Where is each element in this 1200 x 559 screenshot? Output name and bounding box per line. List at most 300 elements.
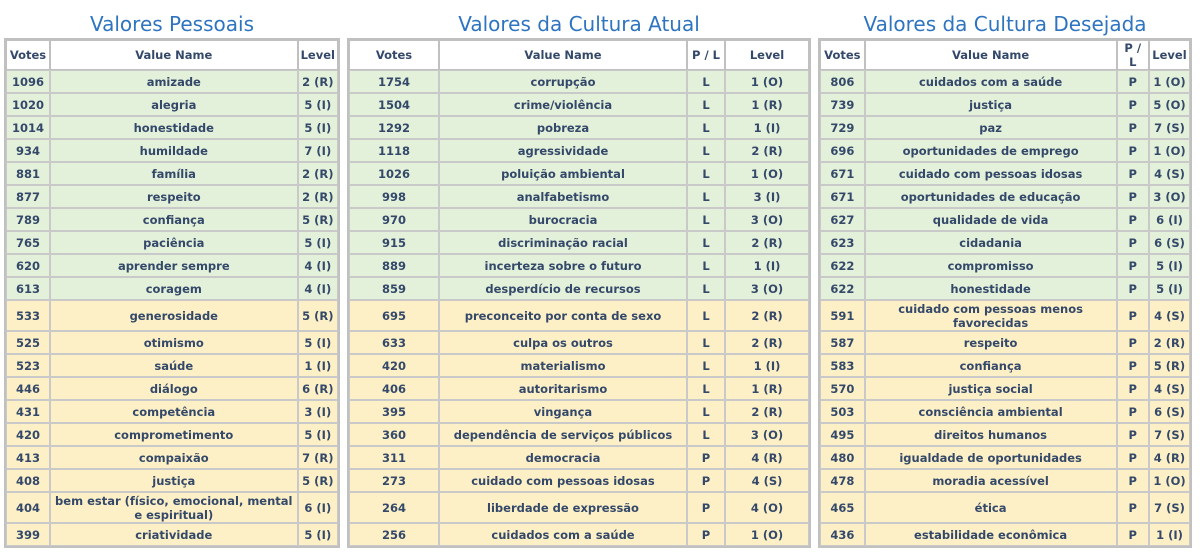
cell-value-name: crime/violência <box>439 93 687 116</box>
cell-level: 3 (O) <box>1149 185 1190 208</box>
cell-level: 3 (O) <box>725 423 809 446</box>
table-row <box>349 400 809 423</box>
cell-value-name: burocracia <box>439 208 687 231</box>
table-row <box>6 162 338 185</box>
table-row <box>349 492 809 523</box>
header-pl: P / L <box>687 40 725 70</box>
cell-value-name: oportunidades de educação <box>865 185 1117 208</box>
table-row <box>820 300 1190 331</box>
cell-votes: 889 <box>349 254 439 277</box>
cell-value-name: moradia acessível <box>865 469 1117 492</box>
cell-pl: P <box>687 469 725 492</box>
cell-pl: L <box>687 116 725 139</box>
cell-level: 5 (R) <box>298 208 338 231</box>
cell-level: 2 (R) <box>1149 331 1190 354</box>
table-row <box>6 377 338 400</box>
table-row <box>6 139 338 162</box>
cell-level: 1 (I) <box>725 254 809 277</box>
cell-value-name: corrupção <box>439 70 687 93</box>
cell-level: 1 (I) <box>725 354 809 377</box>
table-row <box>820 400 1190 423</box>
cell-votes: 739 <box>820 93 865 116</box>
cell-votes: 789 <box>6 208 50 231</box>
cell-votes: 1118 <box>349 139 439 162</box>
table-row <box>820 354 1190 377</box>
cell-votes: 877 <box>6 185 50 208</box>
cell-level: 6 (S) <box>1149 400 1190 423</box>
cell-value-name: cuidados com a saúde <box>439 523 687 546</box>
cell-pl: L <box>687 162 725 185</box>
table-row <box>6 231 338 254</box>
cell-votes: 671 <box>820 185 865 208</box>
cell-pl: P <box>1117 377 1149 400</box>
cell-pl: P <box>1117 139 1149 162</box>
table-row <box>6 446 338 469</box>
panel-current-culture <box>347 0 811 548</box>
table-row <box>6 469 338 492</box>
cell-value-name: justiça <box>50 469 298 492</box>
cell-value-name: cuidado com pessoas idosas <box>865 162 1117 185</box>
cell-level: 2 (R) <box>725 139 809 162</box>
cell-value-name: paz <box>865 116 1117 139</box>
cell-level: 4 (S) <box>1149 300 1190 331</box>
cell-votes: 360 <box>349 423 439 446</box>
cell-votes: 765 <box>6 231 50 254</box>
cell-votes: 478 <box>820 469 865 492</box>
cell-pl: L <box>687 185 725 208</box>
table-row <box>349 70 809 93</box>
cell-value-name: paciência <box>50 231 298 254</box>
values-table <box>818 38 1192 548</box>
cell-pl: L <box>687 377 725 400</box>
cell-pl: P <box>1117 469 1149 492</box>
cell-value-name: consciência ambiental <box>865 400 1117 423</box>
cell-votes: 915 <box>349 231 439 254</box>
cell-level: 7 (S) <box>1149 116 1190 139</box>
cell-pl: P <box>1117 331 1149 354</box>
cell-votes: 256 <box>349 523 439 546</box>
cell-value-name: respeito <box>50 185 298 208</box>
cell-value-name: igualdade de oportunidades <box>865 446 1117 469</box>
cell-level: 5 (I) <box>1149 277 1190 300</box>
cell-level: 2 (R) <box>725 231 809 254</box>
cell-pl: P <box>1117 300 1149 331</box>
cell-pl: L <box>687 331 725 354</box>
panel-personal-values <box>4 0 340 548</box>
header-value-name: Value Name <box>50 40 298 70</box>
cell-votes: 311 <box>349 446 439 469</box>
cell-value-name: confiança <box>50 208 298 231</box>
cell-level: 1 (R) <box>725 377 809 400</box>
header-level: Level <box>1149 40 1190 70</box>
cell-level: 4 (S) <box>725 469 809 492</box>
cell-level: 2 (R) <box>725 300 809 331</box>
cell-level: 5 (I) <box>298 523 338 546</box>
cell-level: 7 (S) <box>1149 423 1190 446</box>
cell-pl: L <box>687 231 725 254</box>
cell-votes: 729 <box>820 116 865 139</box>
header-value-name: Value Name <box>439 40 687 70</box>
cell-level: 2 (R) <box>298 162 338 185</box>
table-row <box>6 300 338 331</box>
cell-level: 1 (O) <box>725 70 809 93</box>
cell-value-name: estabilidade econômica <box>865 523 1117 546</box>
table-row <box>820 469 1190 492</box>
cell-pl: P <box>687 492 725 523</box>
table-row <box>6 523 338 546</box>
table-row <box>349 93 809 116</box>
cell-level: 4 (I) <box>298 254 338 277</box>
table-row <box>820 185 1190 208</box>
cell-votes: 583 <box>820 354 865 377</box>
cell-votes: 533 <box>6 300 50 331</box>
cell-level: 7 (R) <box>298 446 338 469</box>
table-row <box>820 277 1190 300</box>
cell-level: 4 (R) <box>725 446 809 469</box>
cell-votes: 620 <box>6 254 50 277</box>
cell-value-name: justiça <box>865 93 1117 116</box>
cell-value-name: justiça social <box>865 377 1117 400</box>
cell-value-name: oportunidades de emprego <box>865 139 1117 162</box>
cell-pl: P <box>687 523 725 546</box>
table-row <box>6 354 338 377</box>
cell-level: 5 (I) <box>298 423 338 446</box>
cell-level: 1 (R) <box>725 93 809 116</box>
cell-pl: L <box>687 300 725 331</box>
cell-value-name: comprometimento <box>50 423 298 446</box>
cell-level: 2 (R) <box>725 331 809 354</box>
table-row <box>349 300 809 331</box>
cell-value-name: dependência de serviços públicos <box>439 423 687 446</box>
cell-votes: 591 <box>820 300 865 331</box>
cell-level: 7 (I) <box>298 139 338 162</box>
cell-pl: P <box>1117 523 1149 546</box>
cell-value-name: aprender sempre <box>50 254 298 277</box>
header-votes: Votes <box>349 40 439 70</box>
cell-value-name: poluição ambiental <box>439 162 687 185</box>
cell-votes: 622 <box>820 277 865 300</box>
cell-value-name: compromisso <box>865 254 1117 277</box>
cell-pl: P <box>1117 277 1149 300</box>
cell-value-name: competência <box>50 400 298 423</box>
header-pl: P / L <box>1117 40 1149 70</box>
cell-value-name: liberdade de expressão <box>439 492 687 523</box>
table-row <box>820 423 1190 446</box>
table-row <box>820 231 1190 254</box>
panel-desired-culture <box>818 0 1192 548</box>
cell-votes: 408 <box>6 469 50 492</box>
cell-votes: 881 <box>6 162 50 185</box>
cell-value-name: vingança <box>439 400 687 423</box>
cell-votes: 623 <box>820 231 865 254</box>
table-row <box>6 185 338 208</box>
cell-votes: 264 <box>349 492 439 523</box>
table-row <box>6 208 338 231</box>
cell-level: 6 (S) <box>1149 231 1190 254</box>
cell-value-name: materialismo <box>439 354 687 377</box>
cell-pl: P <box>687 446 725 469</box>
cell-value-name: generosidade <box>50 300 298 331</box>
cell-votes: 413 <box>6 446 50 469</box>
cell-votes: 671 <box>820 162 865 185</box>
table-row <box>820 254 1190 277</box>
cell-level: 7 (S) <box>1149 492 1190 523</box>
cell-value-name: amizade <box>50 70 298 93</box>
cell-level: 4 (S) <box>1149 162 1190 185</box>
cell-votes: 404 <box>6 492 50 523</box>
cell-value-name: culpa os outros <box>439 331 687 354</box>
cell-value-name: criatividade <box>50 523 298 546</box>
cell-value-name: cuidado com pessoas menos favorecidas <box>865 300 1117 331</box>
cell-value-name: bem estar (físico, emocional, mental e espiritual) <box>50 492 298 523</box>
cell-level: 1 (O) <box>725 162 809 185</box>
cell-level: 3 (O) <box>725 208 809 231</box>
cell-votes: 859 <box>349 277 439 300</box>
cell-level: 2 (R) <box>298 70 338 93</box>
table-row <box>820 523 1190 546</box>
values-table <box>4 38 340 548</box>
cell-level: 5 (I) <box>298 93 338 116</box>
cell-pl: L <box>687 208 725 231</box>
cell-pl: P <box>1117 162 1149 185</box>
cell-value-name: democracia <box>439 446 687 469</box>
table-row <box>349 354 809 377</box>
cell-level: 5 (I) <box>298 331 338 354</box>
cell-level: 5 (O) <box>1149 93 1190 116</box>
cell-pl: P <box>1117 93 1149 116</box>
cell-votes: 622 <box>820 254 865 277</box>
cell-votes: 806 <box>820 70 865 93</box>
cell-votes: 406 <box>349 377 439 400</box>
panel-title: Valores da Cultura Desejada <box>863 12 1147 36</box>
cell-votes: 1504 <box>349 93 439 116</box>
table-row <box>349 469 809 492</box>
cell-votes: 627 <box>820 208 865 231</box>
cell-value-name: cidadania <box>865 231 1117 254</box>
cell-value-name: autoritarismo <box>439 377 687 400</box>
cell-value-name: humildade <box>50 139 298 162</box>
cell-value-name: direitos humanos <box>865 423 1117 446</box>
cell-votes: 273 <box>349 469 439 492</box>
cell-pl: P <box>1117 254 1149 277</box>
cell-value-name: saúde <box>50 354 298 377</box>
header-level: Level <box>725 40 809 70</box>
cell-value-name: alegria <box>50 93 298 116</box>
table-row <box>820 208 1190 231</box>
cell-pl: L <box>687 70 725 93</box>
cell-pl: L <box>687 93 725 116</box>
cell-value-name: coragem <box>50 277 298 300</box>
cell-votes: 998 <box>349 185 439 208</box>
cell-votes: 431 <box>6 400 50 423</box>
cell-pl: L <box>687 139 725 162</box>
cell-votes: 523 <box>6 354 50 377</box>
cell-value-name: incerteza sobre o futuro <box>439 254 687 277</box>
table-row <box>349 423 809 446</box>
cell-votes: 1026 <box>349 162 439 185</box>
cell-votes: 420 <box>6 423 50 446</box>
table-row <box>820 331 1190 354</box>
table-row <box>6 70 338 93</box>
table-row <box>820 446 1190 469</box>
table-row <box>349 277 809 300</box>
table-row <box>349 208 809 231</box>
table-row <box>6 331 338 354</box>
table-row <box>349 116 809 139</box>
cell-pl: L <box>687 400 725 423</box>
table-row <box>6 93 338 116</box>
cell-level: 1 (O) <box>1149 70 1190 93</box>
cell-votes: 399 <box>6 523 50 546</box>
cell-level: 4 (R) <box>1149 446 1190 469</box>
cell-pl: L <box>687 277 725 300</box>
cell-votes: 446 <box>6 377 50 400</box>
cell-level: 2 (R) <box>725 400 809 423</box>
cell-votes: 695 <box>349 300 439 331</box>
cell-value-name: família <box>50 162 298 185</box>
table-row <box>349 377 809 400</box>
cell-value-name: confiança <box>865 354 1117 377</box>
cell-votes: 495 <box>820 423 865 446</box>
cell-pl: P <box>1117 354 1149 377</box>
table-row <box>820 139 1190 162</box>
cell-votes: 436 <box>820 523 865 546</box>
table-row <box>349 331 809 354</box>
table-row <box>820 70 1190 93</box>
cell-level: 5 (I) <box>298 231 338 254</box>
header-level: Level <box>298 40 338 70</box>
cell-value-name: honestidade <box>50 116 298 139</box>
cell-level: 1 (I) <box>1149 523 1190 546</box>
table-row <box>349 231 809 254</box>
panel-title: Valores Pessoais <box>89 12 254 36</box>
header-votes: Votes <box>6 40 50 70</box>
cell-level: 1 (I) <box>298 354 338 377</box>
cell-level: 6 (I) <box>1149 208 1190 231</box>
table-row <box>349 446 809 469</box>
cell-pl: P <box>1117 208 1149 231</box>
cell-votes: 465 <box>820 492 865 523</box>
cell-value-name: agressividade <box>439 139 687 162</box>
cell-level: 1 (I) <box>725 116 809 139</box>
table-row <box>349 139 809 162</box>
cell-level: 5 (R) <box>1149 354 1190 377</box>
cell-value-name: preconceito por conta de sexo <box>439 300 687 331</box>
cell-level: 3 (O) <box>725 277 809 300</box>
table-row <box>6 254 338 277</box>
cell-pl: P <box>1117 446 1149 469</box>
header-votes: Votes <box>820 40 865 70</box>
cell-votes: 525 <box>6 331 50 354</box>
values-table <box>347 38 811 548</box>
cell-level: 1 (O) <box>725 523 809 546</box>
table-row <box>6 400 338 423</box>
cell-level: 2 (R) <box>298 185 338 208</box>
table-row <box>349 523 809 546</box>
table-row <box>6 492 338 523</box>
table-row <box>820 116 1190 139</box>
cell-pl: P <box>1117 70 1149 93</box>
cell-value-name: honestidade <box>865 277 1117 300</box>
cell-level: 5 (R) <box>298 300 338 331</box>
cell-pl: L <box>687 254 725 277</box>
cell-level: 3 (I) <box>298 400 338 423</box>
cell-votes: 1754 <box>349 70 439 93</box>
cell-level: 4 (I) <box>298 277 338 300</box>
cell-level: 1 (O) <box>1149 139 1190 162</box>
cell-votes: 1020 <box>6 93 50 116</box>
cell-value-name: cuidado com pessoas idosas <box>439 469 687 492</box>
cell-votes: 480 <box>820 446 865 469</box>
cell-value-name: respeito <box>865 331 1117 354</box>
cell-value-name: ética <box>865 492 1117 523</box>
cell-votes: 1292 <box>349 116 439 139</box>
cell-level: 5 (I) <box>1149 254 1190 277</box>
cell-pl: P <box>1117 185 1149 208</box>
table-row <box>349 162 809 185</box>
cell-pl: P <box>1117 400 1149 423</box>
cell-value-name: cuidados com a saúde <box>865 70 1117 93</box>
table-row <box>6 277 338 300</box>
cell-votes: 1096 <box>6 70 50 93</box>
cell-level: 4 (O) <box>725 492 809 523</box>
cell-level: 1 (O) <box>1149 469 1190 492</box>
cell-value-name: diálogo <box>50 377 298 400</box>
cell-value-name: discriminação racial <box>439 231 687 254</box>
cell-value-name: compaixão <box>50 446 298 469</box>
cell-votes: 1014 <box>6 116 50 139</box>
cell-pl: L <box>687 423 725 446</box>
header-value-name: Value Name <box>865 40 1117 70</box>
table-row <box>349 185 809 208</box>
cell-votes: 934 <box>6 139 50 162</box>
cell-level: 5 (R) <box>298 469 338 492</box>
cell-value-name: desperdício de recursos <box>439 277 687 300</box>
cell-pl: P <box>1117 231 1149 254</box>
cell-level: 6 (I) <box>298 492 338 523</box>
table-row <box>6 116 338 139</box>
cell-votes: 613 <box>6 277 50 300</box>
table-row <box>349 254 809 277</box>
cell-votes: 970 <box>349 208 439 231</box>
cell-pl: P <box>1117 423 1149 446</box>
table-row <box>6 423 338 446</box>
cell-level: 4 (S) <box>1149 377 1190 400</box>
cell-votes: 395 <box>349 400 439 423</box>
cell-votes: 633 <box>349 331 439 354</box>
table-row <box>820 162 1190 185</box>
panel-title: Valores da Cultura Atual <box>458 12 700 36</box>
table-row <box>820 377 1190 400</box>
cell-votes: 420 <box>349 354 439 377</box>
cell-value-name: pobreza <box>439 116 687 139</box>
cell-pl: P <box>1117 492 1149 523</box>
cell-votes: 503 <box>820 400 865 423</box>
table-row <box>820 492 1190 523</box>
cell-level: 3 (I) <box>725 185 809 208</box>
cell-value-name: analfabetismo <box>439 185 687 208</box>
cell-votes: 587 <box>820 331 865 354</box>
cell-pl: P <box>1117 116 1149 139</box>
cell-votes: 696 <box>820 139 865 162</box>
cell-level: 6 (R) <box>298 377 338 400</box>
cell-level: 5 (I) <box>298 116 338 139</box>
cell-votes: 570 <box>820 377 865 400</box>
cell-value-name: otimismo <box>50 331 298 354</box>
cell-value-name: qualidade de vida <box>865 208 1117 231</box>
cell-pl: L <box>687 354 725 377</box>
table-row <box>820 93 1190 116</box>
